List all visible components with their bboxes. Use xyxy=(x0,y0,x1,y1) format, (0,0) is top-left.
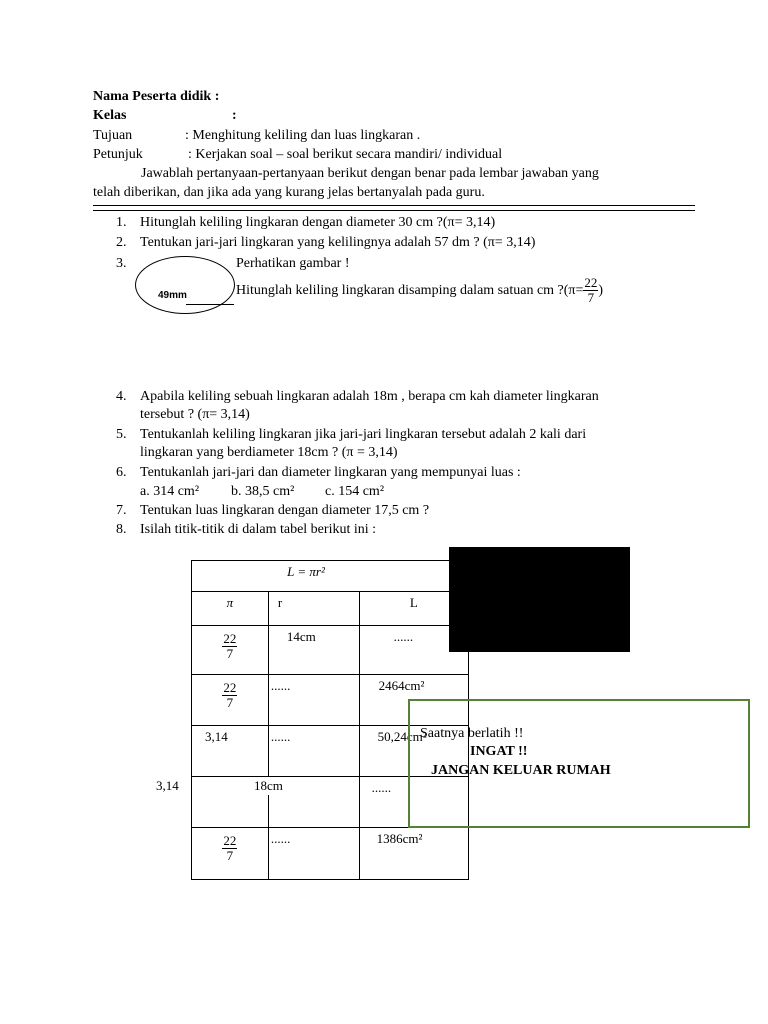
question-5-line-2: lingkaran yang berdiameter 18cm ? (π = 3,14) xyxy=(140,445,398,460)
table-header-r xyxy=(268,592,359,626)
petunjuk-label: Petunjuk xyxy=(93,147,143,162)
question-6-option-c: c. 154 cm² xyxy=(325,484,385,499)
q8-number: 8. xyxy=(116,522,127,537)
kelas-label: Kelas xyxy=(93,108,127,123)
table-header-pi xyxy=(192,592,269,626)
pi-fraction xyxy=(222,834,237,863)
nama-label: Nama Peserta didik : xyxy=(93,89,220,104)
q2-number: 2. xyxy=(116,235,127,250)
petunjuk-text: : Kerjakan soal – soal berikut secara mandiri/ individual xyxy=(188,147,503,162)
question-5-line-1: Tentukanlah keliling lingkaran jika jari-jari lingkaran tersebut adalah 2 kali dari xyxy=(140,427,587,442)
notice-line-3: JANGAN KELUAR RUMAH xyxy=(431,763,611,778)
table-cell-r: ...... xyxy=(268,726,359,777)
question-1: Hitunglah keliling lingkaran dengan diameter 30 cm ?(π= 3,14) xyxy=(140,215,496,230)
table-formula xyxy=(192,561,469,592)
question-3-close: ) xyxy=(598,283,604,298)
tujuan-text: : Menghitung keliling dan luas lingkaran . xyxy=(185,128,421,143)
question-6-option-b: b. 38,5 cm² xyxy=(231,484,295,499)
question-4-line-1: Apabila keliling sebuah lingkaran adalah 18m , berapa cm kah diameter lingkaran xyxy=(140,389,599,404)
header-pi-text: π xyxy=(226,595,234,610)
kelas-colon: : xyxy=(232,108,237,123)
notice-line-1: Saatnya berlatih !! xyxy=(420,726,524,741)
q6-number: 6. xyxy=(116,465,127,480)
table-cell-l: ...... xyxy=(359,626,468,675)
table-cell-pi xyxy=(192,675,269,726)
table-row4-r: 18cm xyxy=(254,778,283,793)
header-l-text: L xyxy=(409,595,418,610)
fraction-numerator: 22 xyxy=(223,833,237,848)
pi-fraction xyxy=(583,276,598,305)
question-8: Isilah titik-titik di dalam tabel berikut ini : xyxy=(140,522,377,537)
table-row4-pi: 3,14 xyxy=(156,778,179,793)
q3-number: 3. xyxy=(116,256,127,271)
circle-figure xyxy=(135,256,235,314)
separator-line-top xyxy=(93,205,695,206)
separator-line-bottom xyxy=(93,210,695,211)
question-6: Tentukanlah jari-jari dan diameter lingkaran yang mempunyai luas : xyxy=(140,465,521,480)
table-cell-r: 14cm xyxy=(268,626,359,675)
table-cell-l: 50,24cm² xyxy=(359,726,468,777)
table-cell-l: 2464cm² xyxy=(359,675,468,726)
question-3 xyxy=(236,274,603,308)
formula-text: L = πr² xyxy=(287,564,325,579)
table-cell-pi xyxy=(192,626,269,675)
table-cell-pi: 3,14 xyxy=(192,726,269,777)
circle-radius-line xyxy=(186,304,234,305)
table-cell-l: ...... xyxy=(359,777,468,828)
question-4-line-2: tersebut ? (π= 3,14) xyxy=(140,407,250,422)
question-3-text: Hitunglah keliling lingkaran disamping dalam satuan cm ?(π= xyxy=(236,283,584,298)
q7-number: 7. xyxy=(116,503,127,518)
table-row xyxy=(192,626,469,675)
notice-line-2: INGAT !! xyxy=(470,744,528,759)
fraction-denominator: 7 xyxy=(226,646,234,661)
fraction-numerator: 22 xyxy=(584,275,598,291)
instruction-line-2: telah diberikan, dan jika ada yang kurang jelas bertanyalah pada guru. xyxy=(93,185,485,200)
question-6-option-a: a. 314 cm² xyxy=(140,484,200,499)
fraction-denominator: 7 xyxy=(226,848,234,863)
question-3-intro: Perhatikan gambar ! xyxy=(236,256,350,271)
pi-fraction xyxy=(222,681,237,710)
fraction-denominator: 7 xyxy=(226,695,234,710)
q1-number: 1. xyxy=(116,215,127,230)
black-image-block xyxy=(449,547,630,652)
instruction-line-1: Jawablah pertanyaan-pertanyaan berikut dengan benar pada lembar jawaban yang xyxy=(141,166,599,181)
question-7: Tentukan luas lingkaran dengan diameter 17,5 cm ? xyxy=(140,503,430,518)
fraction-denominator: 7 xyxy=(587,290,595,306)
table-row xyxy=(192,828,469,880)
pi-fraction xyxy=(222,632,237,661)
q4-number: 4. xyxy=(116,389,127,404)
question-2: Tentukan jari-jari lingkaran yang kelilingnya adalah 57 dm ? (π= 3,14) xyxy=(140,235,536,250)
fraction-numerator: 22 xyxy=(223,631,237,646)
table-cell-r: ...... xyxy=(268,675,359,726)
circle-label: 49mm xyxy=(158,290,187,301)
q5-number: 5. xyxy=(116,427,127,442)
tujuan-label: Tujuan xyxy=(93,128,133,143)
table-cell-r: ...... xyxy=(268,828,359,880)
table-cell-l: 1386cm² xyxy=(359,828,468,880)
fraction-numerator: 22 xyxy=(223,680,237,695)
header-r-text: r xyxy=(277,595,283,610)
table-cell-pi xyxy=(192,828,269,880)
